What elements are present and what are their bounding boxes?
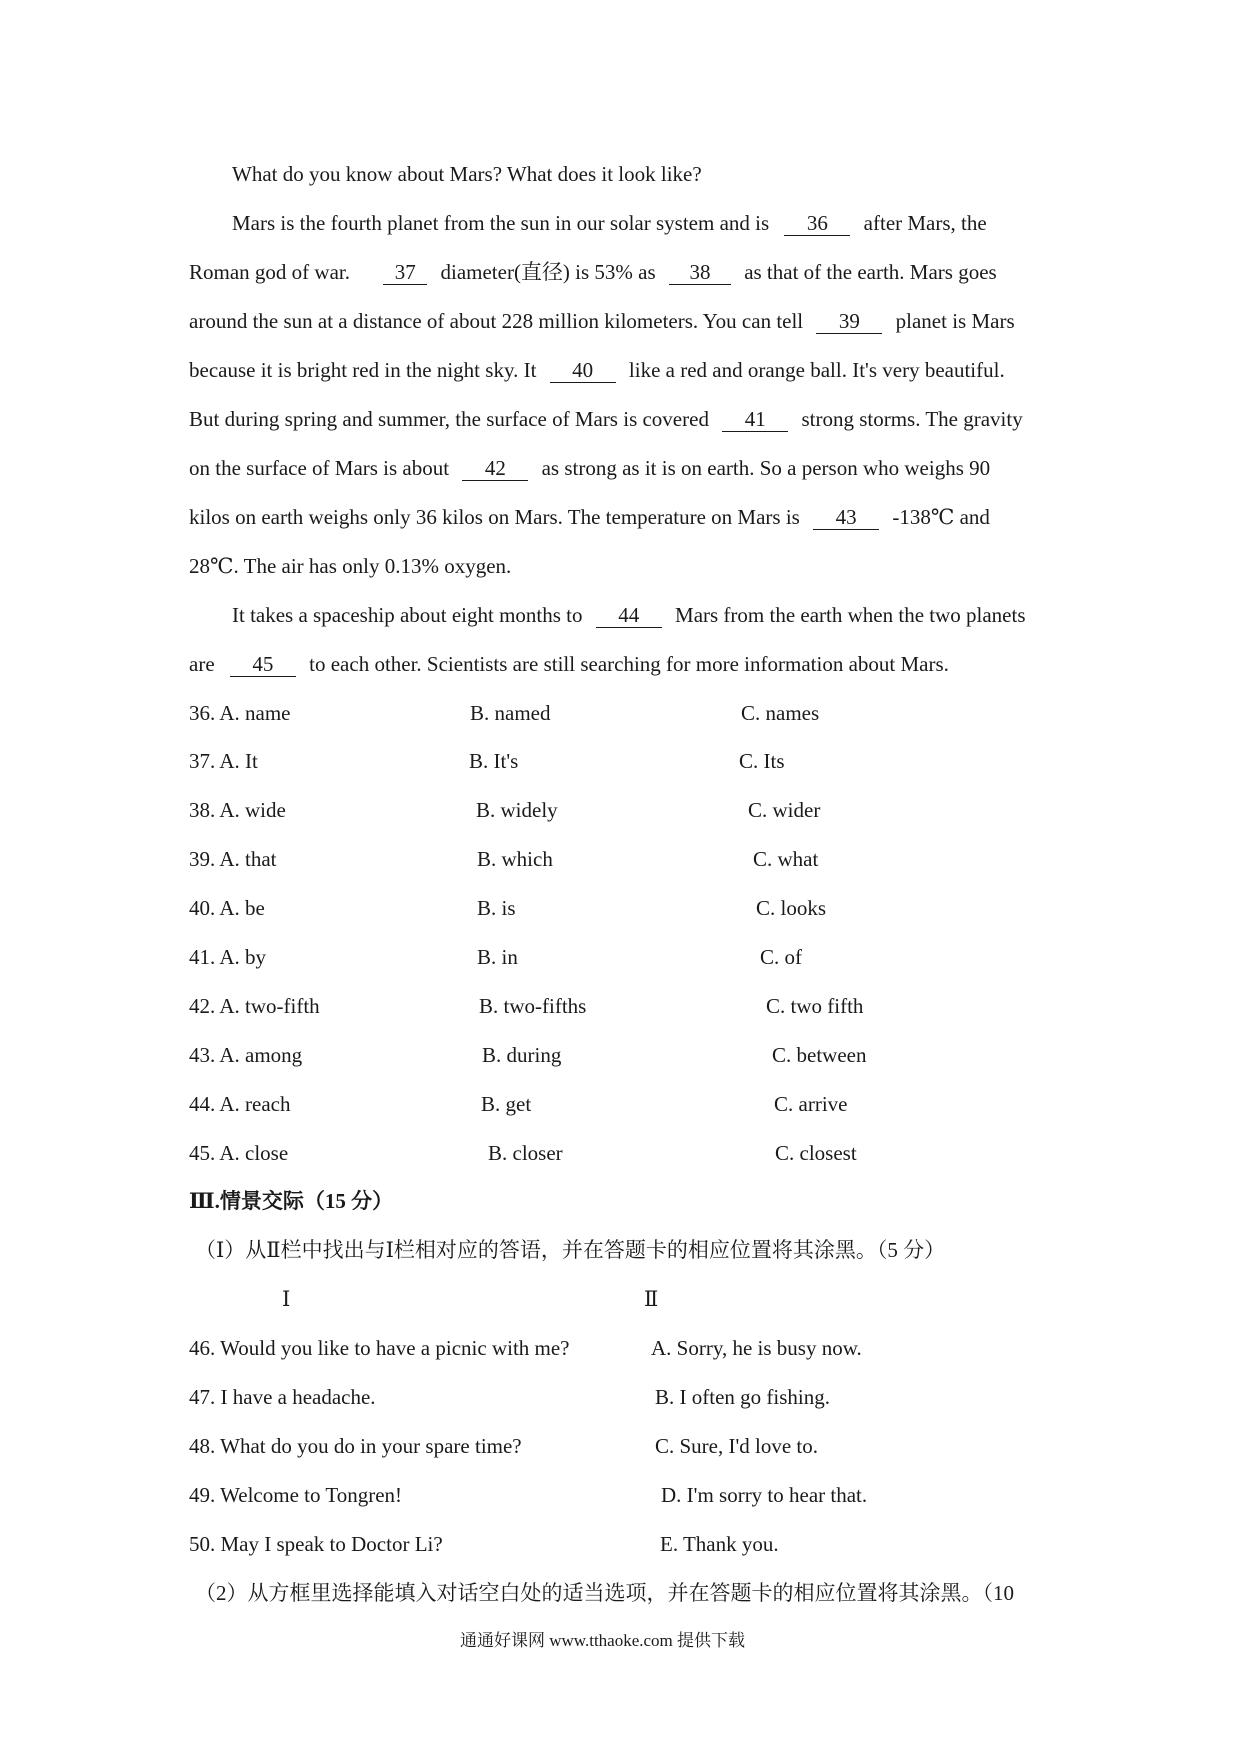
blank-36: 36: [784, 213, 850, 236]
option-a: 41. A. by: [189, 945, 267, 969]
option-b: B. which: [477, 847, 553, 871]
option-c: C. Its: [739, 749, 785, 773]
blank-44: 44: [596, 605, 662, 628]
question-item: 46. Would you like to have a picnic with me?: [189, 1336, 570, 1360]
passage-line: [189, 458, 990, 481]
option-b: B. is: [477, 896, 516, 920]
passage-text: planet is Mars: [895, 309, 1015, 333]
option-a: 36. A. name: [189, 701, 291, 725]
passage-line: [189, 311, 1015, 334]
passage-text: to each other. Scientists are still searching for more information about Mars.: [309, 652, 949, 676]
passage-line: [232, 605, 1026, 628]
passage-line: [189, 262, 997, 285]
option-a: 44. A. reach: [189, 1092, 291, 1116]
passage-text: on the surface of Mars is about: [189, 456, 450, 480]
blank-37: 37: [383, 262, 427, 285]
passage-text: like a red and orange ball. It's very beautiful.: [628, 358, 1005, 382]
option-c: C. looks: [756, 896, 827, 920]
option-b: B. closer: [488, 1141, 563, 1165]
option-c: C. wider: [748, 798, 821, 822]
option-a: 43. A. among: [189, 1043, 303, 1067]
passage-line: [232, 213, 987, 236]
part2-instruction: （2）从方框里选择能填入对话空白处的适当选项，并在答题卡的相应位置将其涂黑。（10: [195, 1581, 1014, 1605]
option-a: 45. A. close: [189, 1141, 289, 1165]
option-b: B. two-fifths: [479, 994, 587, 1018]
passage-text: diameter(直径) is 53% as: [440, 260, 656, 284]
passage-text: But during spring and summer, the surface of Mars is covered: [189, 407, 709, 431]
passage-text: are: [189, 652, 215, 676]
response-item: A. Sorry, he is busy now.: [651, 1336, 862, 1360]
option-b: B. named: [470, 701, 551, 725]
passage-text: -138℃ and: [892, 505, 990, 529]
blank-39: 39: [816, 311, 882, 334]
option-c: C. names: [741, 701, 820, 725]
blank-43: 43: [813, 507, 879, 530]
response-item: E. Thank you.: [660, 1532, 779, 1556]
option-c: C. of: [760, 945, 802, 969]
option-c: C. closest: [775, 1141, 857, 1165]
passage-text: Roman god of war.: [189, 260, 350, 284]
passage-line: 28℃. The air has only 0.13% oxygen.: [189, 554, 512, 578]
passage-line: [189, 654, 949, 677]
blank-38: 38: [669, 262, 731, 285]
response-item: C. Sure, I'd love to.: [655, 1434, 819, 1458]
passage-text: around the sun at a distance of about 228 million kilometers. You can tell: [189, 309, 804, 333]
option-a: 37. A. It: [189, 749, 258, 773]
option-a: 42. A. two-fifth: [189, 994, 320, 1018]
passage-text: Mars is the fourth planet from the sun in our solar system and is: [232, 211, 770, 235]
passage-text: kilos on earth weighs only 36 kilos on Mars. The temperature on Mars is: [189, 505, 800, 529]
part1-instruction: （Ⅰ）从Ⅱ栏中找出与Ⅰ栏相对应的答语，并在答题卡的相应位置将其涂黑。（5 分）: [195, 1238, 946, 1262]
option-b: B. during: [482, 1043, 562, 1067]
passage-line: [189, 507, 990, 530]
option-b: B. It's: [469, 749, 519, 773]
option-c: C. arrive: [774, 1092, 848, 1116]
option-c: C. between: [772, 1043, 867, 1067]
passage-line: [189, 409, 1023, 432]
option-b: B. get: [481, 1092, 532, 1116]
passage-text: It takes a spaceship about eight months to: [232, 603, 583, 627]
passage-line: [189, 360, 1005, 383]
passage-intro: What do you know about Mars? What does it look like?: [232, 162, 702, 186]
column-header-1: Ⅰ: [282, 1287, 291, 1311]
passage-text: because it is bright red in the night sky. It: [189, 358, 537, 382]
option-c: C. two fifth: [766, 994, 864, 1018]
question-item: 47. I have a headache.: [189, 1385, 376, 1409]
option-c: C. what: [753, 847, 819, 871]
question-item: 48. What do you do in your spare time?: [189, 1434, 522, 1458]
passage-text: as strong as it is on earth. So a person who weighs 90: [541, 456, 991, 480]
section-heading: Ⅲ.情景交际（15 分）: [189, 1189, 394, 1213]
option-b: B. in: [477, 945, 518, 969]
blank-40: 40: [550, 360, 616, 383]
response-item: B. I often go fishing.: [655, 1385, 830, 1409]
option-a: 38. A. wide: [189, 798, 286, 822]
question-item: 50. May I speak to Doctor Li?: [189, 1532, 443, 1556]
footer-text: 通通好课网 www.tthaoke.com 提供下载: [460, 1631, 746, 1650]
passage-text: as that of the earth. Mars goes: [744, 260, 997, 284]
passage-text: Mars from the earth when the two planets: [675, 603, 1026, 627]
option-b: B. widely: [476, 798, 558, 822]
option-a: 40. A. be: [189, 896, 265, 920]
option-a: 39. A. that: [189, 847, 277, 871]
blank-41: 41: [722, 409, 788, 432]
passage-text: after Mars, the: [863, 211, 987, 235]
blank-45: 45: [230, 654, 296, 677]
blank-42: 42: [462, 458, 528, 481]
passage-text: strong storms. The gravity: [801, 407, 1023, 431]
column-header-2: Ⅱ: [644, 1287, 659, 1311]
question-item: 49. Welcome to Tongren!: [189, 1483, 403, 1507]
response-item: D. I'm sorry to hear that.: [661, 1483, 868, 1507]
